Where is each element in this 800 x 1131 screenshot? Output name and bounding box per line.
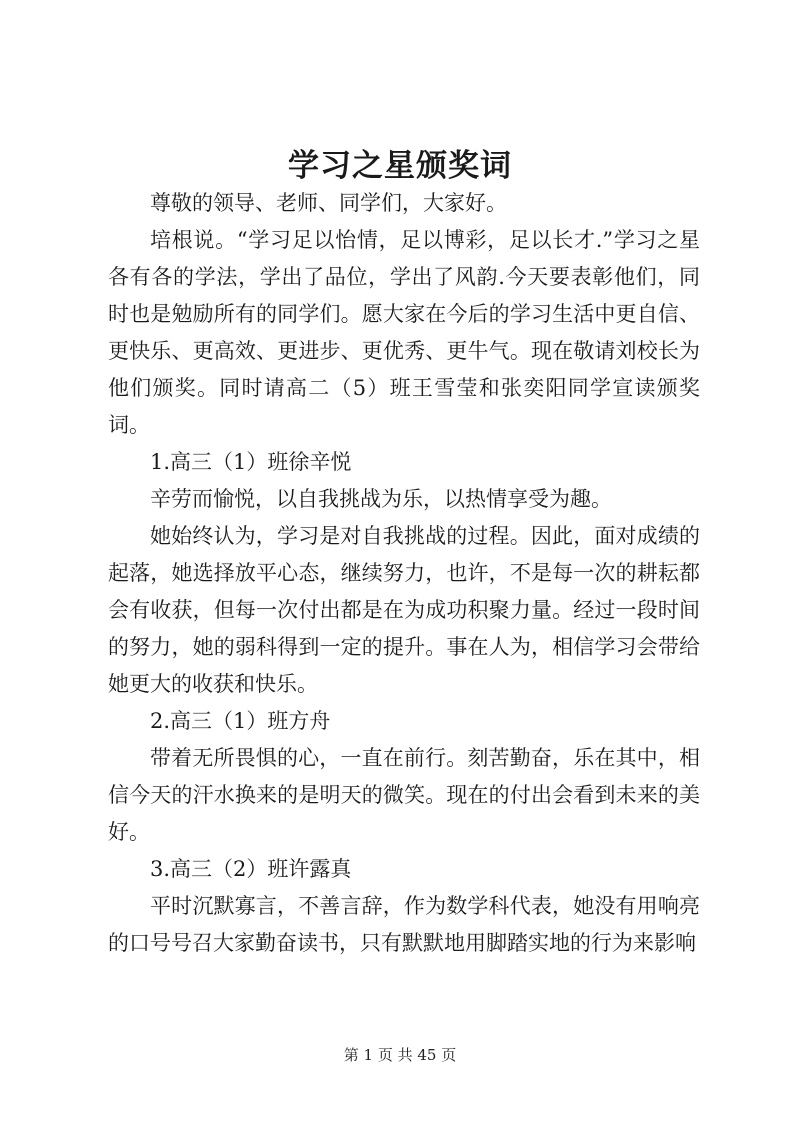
intro-paragraph: 培根说。“学习足以怡情，足以博彩，足以长才.”学习之星各有各的学法，学出了品位，学出了风韵.今天要表彰他们，同时也是勉励所有的同学们。愿大家在今后的学习生活中更自信、更快乐、更高效、更进步、更优秀、更牛气。现在敬请刘校长为他们颁奖。同时请高二（5）班王雪莹和张奕阳同学宣读颁奖词。 (108, 228, 700, 437)
awardee-description-3: 平时沉默寡言，不善言辞，作为数学科代表，她没有用响亮的口号号召大家勤奋读书，只有默默地用脚踏实地的行为来影响 (108, 894, 700, 955)
document-body (108, 185, 700, 962)
awardee-motto-1: 辛劳而愉悦，以自我挑战为乐，以热情享受为趣。 (150, 487, 612, 511)
awardee-heading-3: 3.高三（2）班许露真 (150, 857, 352, 881)
awardee-heading-2: 2.高三（1）班方舟 (150, 709, 331, 733)
awardee-heading-1: 1.高三（1）班徐辛悦 (150, 450, 352, 474)
document-title: 学习之星颁奖词 (288, 148, 512, 184)
greeting-paragraph: 尊敬的领导、老师、同学们，大家好。 (150, 191, 507, 215)
awardee-description-1: 她始终认为，学习是对自我挑战的过程。因此，面对成绩的起落，她选择放平心态，继续努力，也许，不是每一次的耕耘都会有收获，但每一次付出都是在为成功积聚力量。经过一段时间的努力，她的弱科得到一定的提升。事在人为，相信学习会带给她更大的收获和快乐。 (108, 524, 700, 696)
page-footer: 第 1 页 共 45 页 (343, 1046, 457, 1064)
awardee-description-2: 带着无所畏惧的心，一直在前行。刻苦勤奋，乐在其中，相信今天的汗水换来的是明天的微笑。现在的付出会看到未来的美好。 (108, 746, 700, 844)
